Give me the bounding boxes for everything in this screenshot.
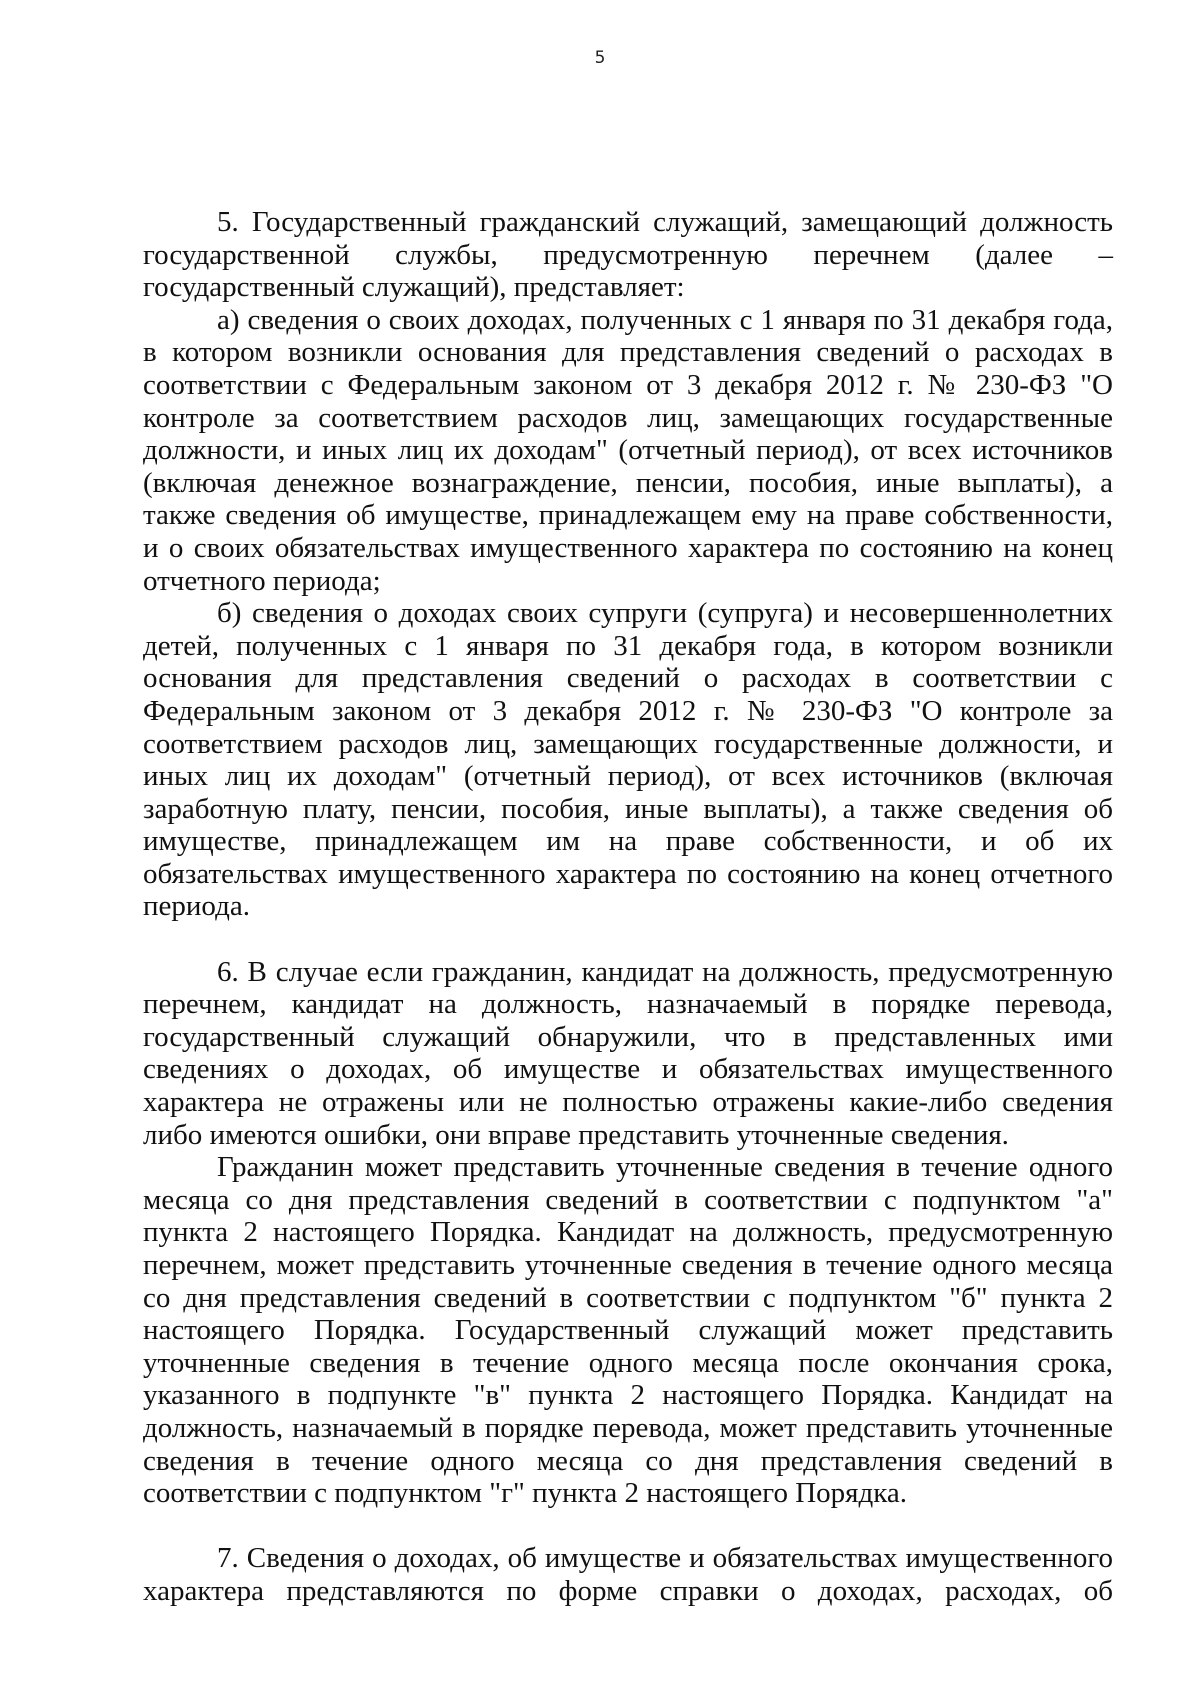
page-number: 5 bbox=[594, 48, 606, 68]
paragraph-5-subitem-a: а) сведения о своих доходах, полученных с 1 января по 31 декабря года, в котором возникли основания для представления сведений о расходах в соответствии с Федеральным законом от 3 декабря 2012 г. № 230-ФЗ "О контроле за соответствием расходов лиц, замещающих государственные должности, и иных лиц их доходам" (отчетный период), от всех источников (включая денежное вознаграждение, пенсии, пособия, иные выплаты), а также сведения об имуществе, принадлежащем ему на праве собственности, и о своих обязательствах имущественного характера по состоянию на конец отчетного периода; bbox=[143, 303, 1113, 597]
paragraph-5-subitem-b: б) сведения о доходах своих супруги (супруга) и несовершеннолетних детей, полученных с 1 января по 31 декабря года, в котором возникли основания для представления сведений о расходах в соответствии с Федеральным законом от 3 декабря 2012 г. № 230-ФЗ "О контроле за соответствием расходов лиц, замещающих государственные должности, и иных лиц их доходам" (отчетный период), от всех источников (включая заработную плату, пенсии, пособия, иные выплаты), а также сведения об имуществе, принадлежащем им на праве собственности, и об их обязательствах имущественного характера по состоянию на конец отчетного периода. bbox=[143, 597, 1113, 923]
paragraph-6-intro: 6. В случае если гражданин, кандидат на должность, предусмотренную перечнем, кандидат на должность, назначаемый в порядке перевода, государственный служащий обнаружили, что в представленных ими сведениях о доходах, об имуществе и обязательствах имущественного характера не отражены или не полностью отражены какие-либо сведения либо имеются ошибки, они вправе представить уточненные сведения. bbox=[143, 955, 1113, 1151]
paragraph-5-intro: 5. Государственный гражданский служащий, замещающий должность государственной службы, предусмотренную перечнем (далее – государственный служащий), представляет: bbox=[143, 206, 1113, 304]
paragraph-7: 7. Сведения о доходах, об имуществе и обязательствах имущественного характера представляются по форме справки о доходах, расходах, об bbox=[143, 1542, 1113, 1607]
paragraph-6-detail: Гражданин может представить уточненные сведения в течение одного месяца со дня представления сведений в соответствии с подпунктом "а" пункта 2 настоящего Порядка. Кандидат на должность, предусмотренную перечнем, может представить уточненные сведения в течение одного месяца со дня представления сведений в соответствии с подпунктом "б" пункта 2 настоящего Порядка. Государственный служащий может представить уточненные сведения в течение одного месяца после окончания срока, указанного в подпункте "в" пункта 2 настоящего Порядка. Кандидат на должность, назначаемый в порядке перевода, может представить уточненные сведения в течение одного месяца со дня представления сведений в соответствии с подпунктом "г" пункта 2 настоящего Порядка. bbox=[143, 1151, 1113, 1510]
document-body bbox=[143, 206, 1113, 1608]
